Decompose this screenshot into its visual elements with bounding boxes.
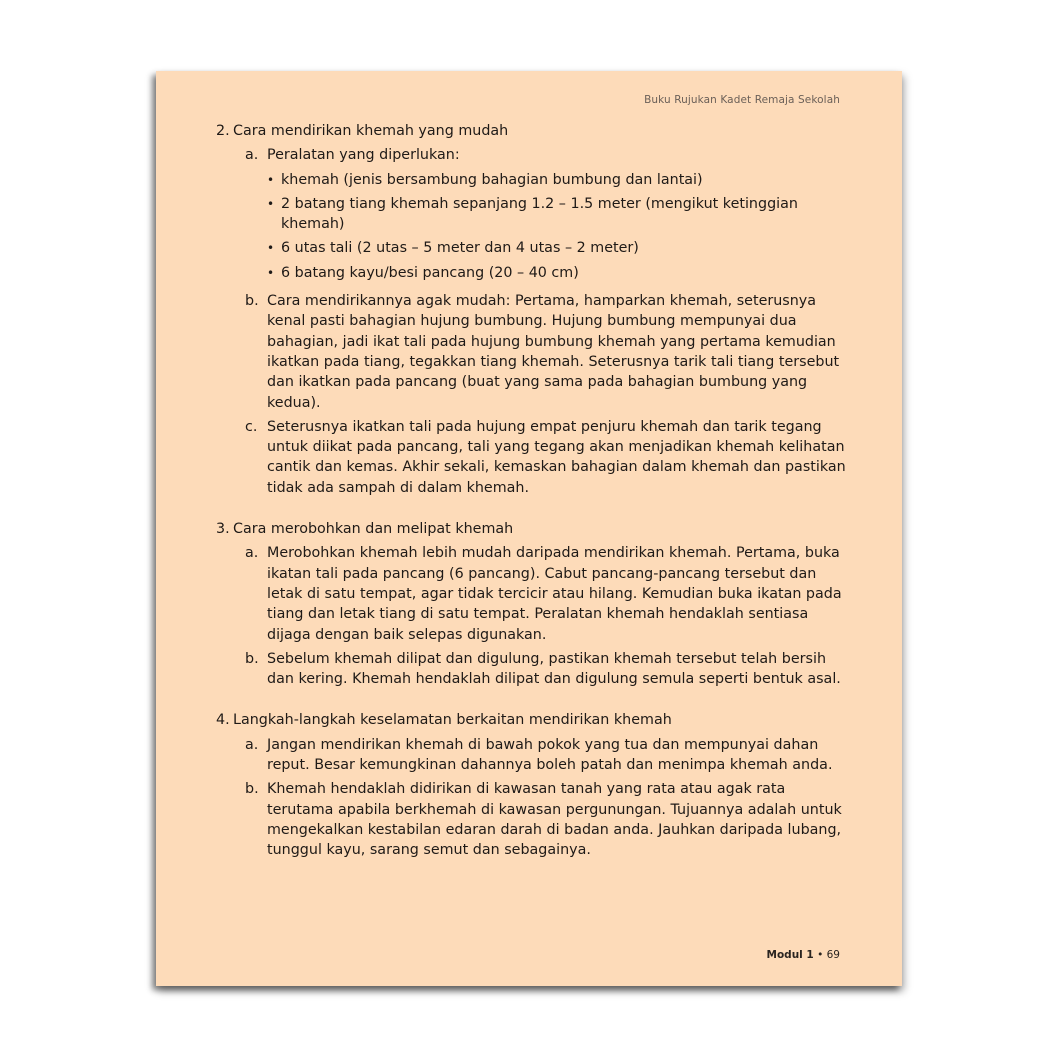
sub-item-label: b. xyxy=(245,650,259,667)
section-4 xyxy=(216,710,846,860)
page-number: 69 xyxy=(826,949,840,961)
section-heading xyxy=(216,519,846,539)
sub-item xyxy=(245,417,846,498)
sub-item xyxy=(245,779,846,860)
sub-item xyxy=(245,735,846,776)
sub-item-label: c. xyxy=(245,418,258,435)
sub-item-label: a. xyxy=(245,545,259,562)
sub-item-label: b. xyxy=(245,293,259,310)
section-number: 2. xyxy=(216,123,230,139)
equipment-list xyxy=(267,170,846,283)
list-item: • 6 utas tali (2 utas – 5 meter dan 4 utas – 2 meter) xyxy=(267,238,846,258)
sub-item xyxy=(245,145,846,287)
sub-item-text: Seterusnya ikatkan tali pada hujung empat penjuru khemah dan tarik tegang untuk diikat pada pancang, tali yang tegang akan menjadikan khemah kelihatan cantik dan kemas. Akhir sekali, kemaskan bahagian dalam khemah dan pastikan tidak ada sampah di dalam khemah. xyxy=(267,418,846,496)
separator-dot: • xyxy=(817,949,824,961)
section-heading xyxy=(216,121,846,141)
running-head: Buku Rujukan Kadet Remaja Sekolah xyxy=(644,94,840,106)
section-title: Cara merobohkan dan melipat khemah xyxy=(233,521,514,538)
page-content xyxy=(216,121,846,882)
module-label: Modul 1 xyxy=(766,949,814,961)
sub-item-text: Sebelum khemah dilipat dan digulung, pastikan khemah tersebut telah bersih dan kering. Khemah hendaklah dilipat dan digulung semula seperti bentuk asal. xyxy=(267,650,841,688)
bullet-icon: • xyxy=(267,172,275,187)
bullet-icon: • xyxy=(267,241,275,256)
sub-item xyxy=(245,291,846,413)
list-item: • khemah (jenis bersambung bahagian bumbung dan lantai) xyxy=(267,170,846,190)
bullet-icon: • xyxy=(267,196,275,211)
sub-item xyxy=(245,649,846,690)
section-number: 3. xyxy=(216,521,230,538)
sub-item-label: a. xyxy=(245,147,259,164)
section-number: 4. xyxy=(216,712,230,729)
sub-item-label: b. xyxy=(245,781,259,798)
section-title: Cara mendirikan khemah yang mudah xyxy=(233,123,509,139)
sub-item-text: Peralatan yang diperlukan: xyxy=(267,147,460,164)
page-footer xyxy=(767,949,840,961)
sub-item-label: a. xyxy=(245,736,259,753)
section-3 xyxy=(216,519,846,689)
book-page xyxy=(156,71,902,986)
list-item: • 2 batang tiang khemah sepanjang 1.2 – 1.5 meter (mengikut ketinggian khemah) xyxy=(267,194,846,235)
section-title: Langkah-langkah keselamatan berkaitan mendirikan khemah xyxy=(233,712,672,729)
bullet-icon: • xyxy=(267,265,275,280)
sub-item xyxy=(245,543,846,644)
section-heading xyxy=(216,710,846,730)
sub-item-text: Cara mendirikannya agak mudah: Pertama, hamparkan khemah, seterusnya kenal pasti bahagian hujung bumbung. Hujung bumbung mempunyai dua bahagian, jadi ikat tali pada hujung bumbung khemah yang pertama kemudian ikatkan pada tiang, tegakkan tiang khemah. Seterusnya tarik tali tiang tersebut dan ikatkan pada pancang (buat yang sama pada bahagian bumbung yang kedua). xyxy=(267,293,840,411)
sub-item-text: Merobohkan khemah lebih mudah daripada mendirikan khemah. Pertama, buka ikatan tali pada pancang (6 pancang). Cabut pancang-pancang tersebut dan letak di satu tempat, agar tidak tercicir atau hilang. Kemudian buka ikatan pada tiang dan letak tiang di satu tempat. Peralatan khemah hendaklah sentiasa dijaga dengan baik selepas digunakan. xyxy=(267,545,842,643)
sub-item-text: Khemah hendaklah didirikan di kawasan tanah yang rata atau agak rata terutama apabila berkhemah di kawasan pergunungan. Tujuannya adalah untuk mengekalkan kestabilan edaran darah di badan anda. Jauhkan daripada lubang, tunggul kayu, sarang semut dan sebagainya. xyxy=(267,781,842,859)
list-item: • 6 batang kayu/besi pancang (20 – 40 cm) xyxy=(267,263,846,283)
section-2 xyxy=(216,121,846,498)
sub-item-text: Jangan mendirikan khemah di bawah pokok yang tua dan mempunyai dahan reput. Besar kemungkinan dahannya boleh patah dan menimpa khemah anda. xyxy=(267,736,833,774)
